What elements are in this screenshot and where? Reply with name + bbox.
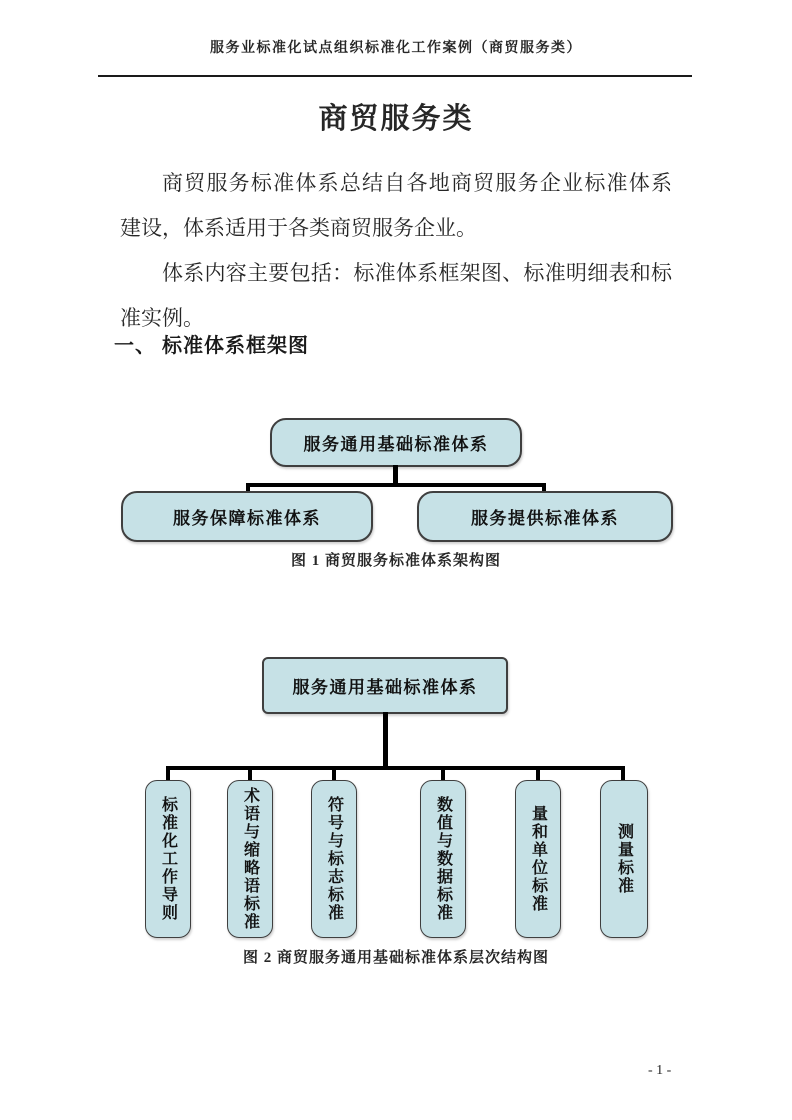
fig2-leaf-box: 术语与缩略语标准 [227,780,273,938]
fig1-trunk-line [393,465,398,485]
paragraph-line: 建设，体系适用于各类商贸服务企业。 [120,216,477,240]
fig2-root-box: 服务通用基础标准体系 [262,657,508,714]
fig1-child-box: 服务提供标准体系 [417,491,673,542]
fig1-child-box: 服务保障标准体系 [121,491,373,542]
page-number: - 1 - [648,1063,672,1078]
fig1-horizontal-line [246,483,546,487]
paragraph-line: 准实例。 [120,306,204,330]
fig2-drop-line [621,766,625,781]
running-header: 服务业标准化试点组织标准化工作案例（商贸服务类） [210,41,582,56]
fig2-leaf-box: 标准化工作导则 [145,780,191,938]
paragraph-line: 商贸服务标准体系总结自各地商贸服务企业标准体系 [162,171,672,195]
page-title: 商贸服务类 [318,103,474,135]
fig2-drop-line [248,766,252,781]
body-paragraphs [120,161,672,341]
section-heading: 一、 标准体系框架图 [114,335,309,357]
header-rule [98,75,692,77]
fig2-leaf-box: 符号与标志标准 [311,780,357,938]
fig1-caption: 图 1 商贸服务标准体系架构图 [290,553,501,569]
fig2-caption: 图 2 商贸服务通用基础标准体系层次结构图 [242,950,549,966]
fig2-drop-line [166,766,170,781]
fig2-leaf-box: 量和单位标准 [515,780,561,938]
fig2-horizontal-line [166,766,625,770]
fig2-drop-line [441,766,445,781]
fig2-drop-line [332,766,336,781]
fig2-trunk-line [383,712,388,768]
fig1-root-box: 服务通用基础标准体系 [270,418,522,467]
paragraph-line: 体系内容主要包括：标准体系框架图、标准明细表和标 [162,261,672,285]
fig2-drop-line [536,766,540,781]
fig2-leaf-box: 测量标准 [600,780,648,938]
fig2-leaf-box: 数值与数据标准 [420,780,466,938]
